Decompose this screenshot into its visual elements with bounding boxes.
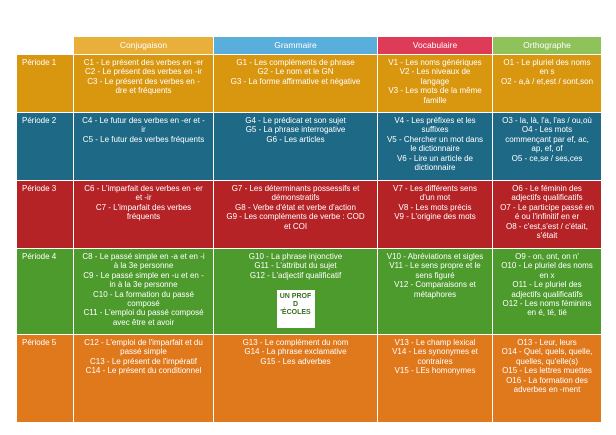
cell-line: démonstratifs [271,193,320,203]
cell-line: langage [420,76,450,86]
cell-line: V8 - Les mots précis [398,202,472,212]
cell-line: C5 - Le futur des verbes fréquents [82,134,205,144]
cell-grammaire [214,335,378,423]
cell-line: C9 - Le passé simple en -u et en - [83,270,204,280]
logo-text: UN PROF [279,293,312,301]
cell-conjugaison [74,335,214,423]
cell-line: V12 - Comparaisons et [394,280,476,290]
logo-text: D [292,301,299,309]
cell-line: O2 - a,à / et,est / sont,son [500,76,594,86]
cell-line: s'était [536,231,558,241]
cell-line: O16 - La formation des [506,375,588,385]
cell-line: adjectifs qualificatifs [511,193,583,203]
cell-vocabulaire [378,249,493,335]
cell-orthographe [493,55,602,113]
cell-line: G4 - Le prédicat et son sujet [245,116,346,125]
cell-line: G14 - La phrase exclamative [244,347,347,357]
cell-line: G13 - Le complément du nom [242,338,349,347]
cell-line: G8 - Verbe d'état et verbe d'action [235,202,356,212]
cell-line: V5 - Chercher un mot dans [386,134,484,144]
cell-line: O1 - Le pluriel des noms [503,58,591,67]
header-row [17,37,602,55]
period-label: Période 2 [17,113,74,181]
cell-line: V13 - Le champ lexical [394,338,476,347]
cell-line: C11 - L'emploi du passé composé [83,308,204,318]
cell-line: V3 - Les mots de la même [388,86,482,96]
cell-line: composé [127,299,160,309]
period-label: Période 4 [17,249,74,335]
period-row [17,55,602,113]
cell-line: avec être et avoir [112,317,175,327]
cell-line: O12 - Les noms féminins [502,299,592,309]
cell-line: ap, ef, of [531,144,563,154]
cell-line: famille [423,95,447,105]
cell-line: é ou l'infinitif en er [514,212,580,222]
cell-line: quelles, qu'elle(s) [515,356,578,366]
cell-orthographe [493,249,602,335]
cell-orthographe [493,335,602,423]
cell-line: G1 - Les compléments de phrase [236,58,355,67]
cell-conjugaison [74,181,214,249]
cell-line: G5 - La phrase interrogative [245,125,346,135]
cell-line: dre et fréquents [115,86,172,96]
cell-line: en s [539,67,555,77]
cell-line: O5 - ce,se / ses,ces [511,153,583,163]
cell-line: O3 - la, là, l'a, l'as / ou,où [502,116,592,125]
cell-line: en é, té, tié [527,308,567,318]
un-prof-d-ecoles-logo [277,290,315,328]
cell-line: contraires [417,356,453,366]
period-label: Période 5 [17,335,74,423]
cell-orthographe [493,113,602,181]
cell-grammaire [214,55,378,113]
cell-line: G7 - Les déterminants possessifs et [231,184,360,193]
cell-line: C10 - La formation du passé [93,289,194,299]
cell-vocabulaire [378,113,493,181]
cell-line: V14 - Les synonymes et [392,347,478,357]
cell-line: G9 - Les compléments de verbe : COD [226,212,365,222]
cell-line: G10 - La phrase injonctive [248,252,343,261]
cell-conjugaison [74,55,214,113]
cell-vocabulaire [378,335,493,423]
cell-line: ir [141,125,146,135]
header-grammaire: Grammaire [214,37,378,55]
cell-vocabulaire [378,181,493,249]
cell-line: G3 - La forme affirmative et négative [230,76,361,86]
cell-line: C14 - Le présent du conditionnel [85,366,202,376]
cell-line: adjectifs qualificatifs [511,289,583,299]
cell-line: C8 - Le passé simple en -a et en -i [82,252,205,261]
cell-line: le dictionnaire [410,144,460,154]
progression-table [16,36,602,423]
cell-grammaire [214,113,378,181]
cell-conjugaison [74,249,214,335]
period-label: Période 3 [17,181,74,249]
period-label: Période 1 [17,55,74,113]
cell-line: C3 - Le présent des verbes en - [87,76,200,86]
cell-line: O15 - Les lettres muettes [502,366,592,376]
cell-line: G15 - Les adverbes [260,356,331,366]
cell-grammaire [214,181,378,249]
cell-line: sens figuré [415,270,455,280]
cell-line: fréquents [126,212,161,222]
cell-line: G2 - Le nom et le GN [257,67,334,77]
cell-line: V2 - Les niveaux de [399,67,471,77]
logo-text: 'ÉCOLES [280,309,311,317]
header-conjugaison: Conjugaison [74,37,214,55]
cell-line: V4 - Les préfixes et les [394,116,476,125]
cell-line: C12 - L'emploi de l'imparfait et du [84,338,203,347]
cell-line: O4 - Les mots [521,125,573,135]
header-corner [17,37,74,55]
period-row [17,335,602,423]
cell-line: O9 - on, ont, on n' [515,252,579,261]
cell-line: adverbes en -ment [513,385,581,395]
cell-line: in à la 3e personne [109,280,178,290]
cell-line: à la 3e personne [113,261,174,271]
cell-line: O6 - Le féminin des [512,184,582,193]
cell-line: C13 - Le présent de l'impératif [90,356,197,366]
cell-line: V1 - Les noms génériques [388,58,482,67]
cell-line: C7 - L'imparfait des verbes [95,202,192,212]
period-row [17,249,602,335]
cell-conjugaison [74,113,214,181]
header-vocabulaire: Vocabulaire [378,37,493,55]
cell-vocabulaire [378,55,493,113]
period-row [17,113,602,181]
header-orthographe: Orthographe [493,37,602,55]
cell-line: O13 - Leur, leurs [517,338,577,347]
cell-grammaire [214,249,378,335]
cell-line: C6 - L'imparfait des verbes en -er [84,184,203,193]
cell-line: G12 - L'adjectif qualificatif [249,270,342,280]
cell-line: dictionnaire [414,163,456,173]
cell-line: O14 - Quel, quels, quelle, [501,347,593,357]
cell-line: d'un mot [419,193,451,203]
cell-line: passé simple [120,347,167,357]
cell-line: O10 - Le pluriel des noms [501,261,593,271]
cell-line: V11 - Le sens propre et le [389,261,481,271]
cell-line: en x [539,270,555,280]
cell-line: V10 - Abréviations et sigles [386,252,484,261]
cell-line: et -ir [135,193,152,203]
cell-line: suffixes [421,125,449,135]
cell-line: G6 - Les articles [266,134,325,144]
cell-line: C2 - Le présent des verbes en -ir [85,67,202,77]
cell-line: C1 - Le présent des verbes en -er [83,58,204,67]
cell-line: O8 - c'est,s'est / c'était, [506,221,588,231]
cell-line: V6 - Lire un article de [396,153,474,163]
cell-line: O7 - Le participe passé en [500,202,594,212]
cell-line: V9 - L'origine des mots [394,212,476,222]
cell-line: métaphores [413,289,457,299]
cell-line: V7 - Les différents sens [393,184,477,193]
cell-orthographe [493,181,602,249]
cell-line: C4 - Le futur des verbes en -er et - [82,116,205,125]
cell-line: G11 - L'attribut du sujet [254,261,337,271]
cell-line: O11 - Le pluriel des [512,280,582,290]
cell-line: V15 - LEs homonymes [394,366,476,376]
cell-line: et COI [283,221,308,231]
period-row [17,181,602,249]
cell-line: commençant par ef, ac, [505,134,589,144]
